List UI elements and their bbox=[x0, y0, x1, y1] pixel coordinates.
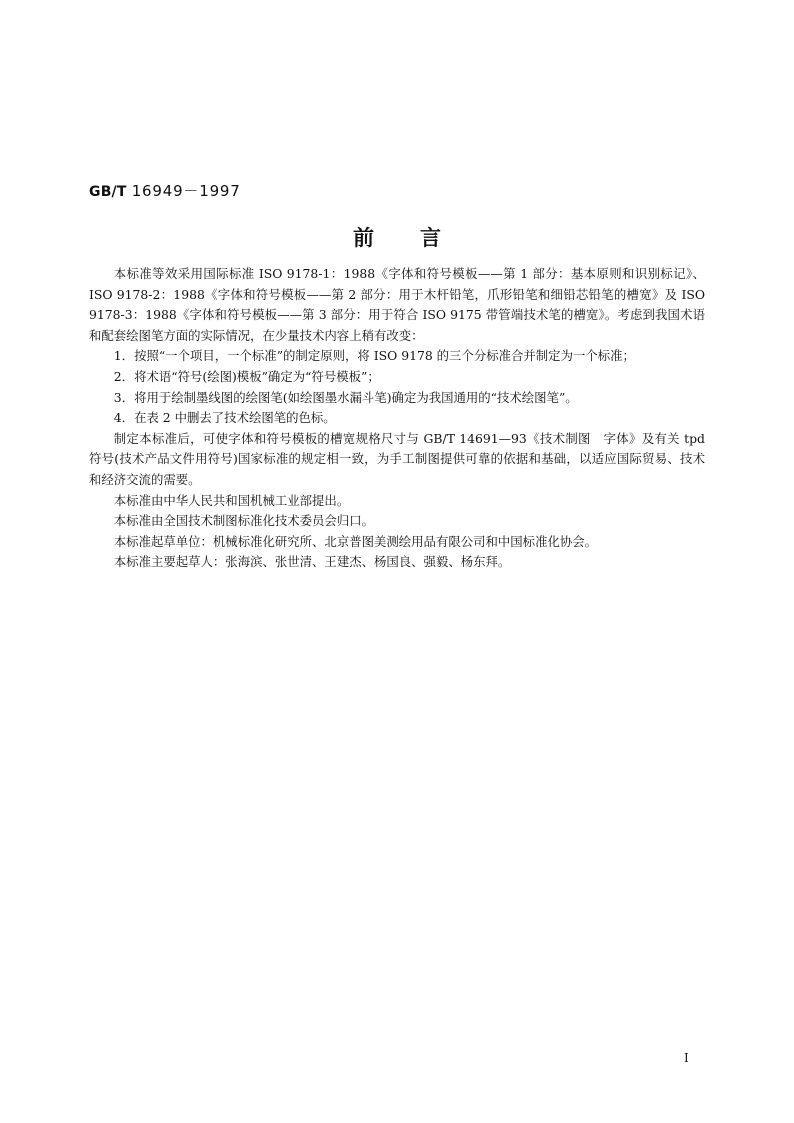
list-item-2: 2．将术语“符号(绘图)模板”确定为“符号模板”； bbox=[113, 368, 380, 384]
paragraph-intro: 本标准等效采用国际标准 ISO 9178-1：1988《字体和符号模板——第 1 部分：基本原则和识别标记》、ISO 9178-2：1988《字体和符号模板——第 2 部分：用于木杆铅笔，爪形铅笔和细铅芯铅笔的槽宽》及 ISO 9178-3：1988《字体和符号模板——第 3 部分：用于符合 ISO 9175 带管端技术笔的槽宽》。考虑到我国术语和配套绘图笔方面的实际情况，在少量技术内容上稍有改变： bbox=[89, 266, 705, 343]
list-item-1: 1．按照“一个项目，一个标准”的制定原则，将 ISO 9178 的三个分标准合并制定为一个标准； bbox=[113, 348, 635, 364]
list-item-4: 4．在表 2 中删去了技术绘图笔的色标。 bbox=[113, 410, 336, 426]
list-item-3: 3．将用于绘制墨线图的绘图笔(如绘图墨水漏斗笔)确定为我国通用的“技术绘图笔”。 bbox=[113, 389, 578, 405]
paragraph-purpose: 制定本标准后，可使字体和符号模板的槽宽规格尺寸与 GB/T 14691—93《技术制图 字体》及有关 tpd 符号(技术产品文件用符号)国家标准的规定相一致，为手工制图提供可靠的依据和基础，以适应国际贸易、技术和经济交流的需要。 bbox=[89, 430, 705, 487]
standard-number: 16949－1997 bbox=[131, 182, 241, 200]
standard-code bbox=[89, 180, 241, 201]
foreword-body bbox=[89, 264, 705, 573]
standard-prefix: GB/T bbox=[89, 184, 127, 200]
page-title: 前言 bbox=[353, 226, 487, 250]
paragraph-drafters: 本标准主要起草人：张海滨、张世清、王建杰、杨国良、强毅、杨东拜。 bbox=[113, 554, 511, 570]
paragraph-administrator: 本标准由全国技术制图标准化技术委员会归口。 bbox=[113, 513, 374, 529]
page-number: I bbox=[684, 1051, 689, 1065]
paragraph-proposer: 本标准由中华人民共和国机械工业部提出。 bbox=[113, 492, 350, 508]
paragraph-drafting-units: 本标准起草单位：机械标准化研究所、北京普图美测绘用品有限公司和中国标准化协会。 bbox=[113, 533, 598, 549]
